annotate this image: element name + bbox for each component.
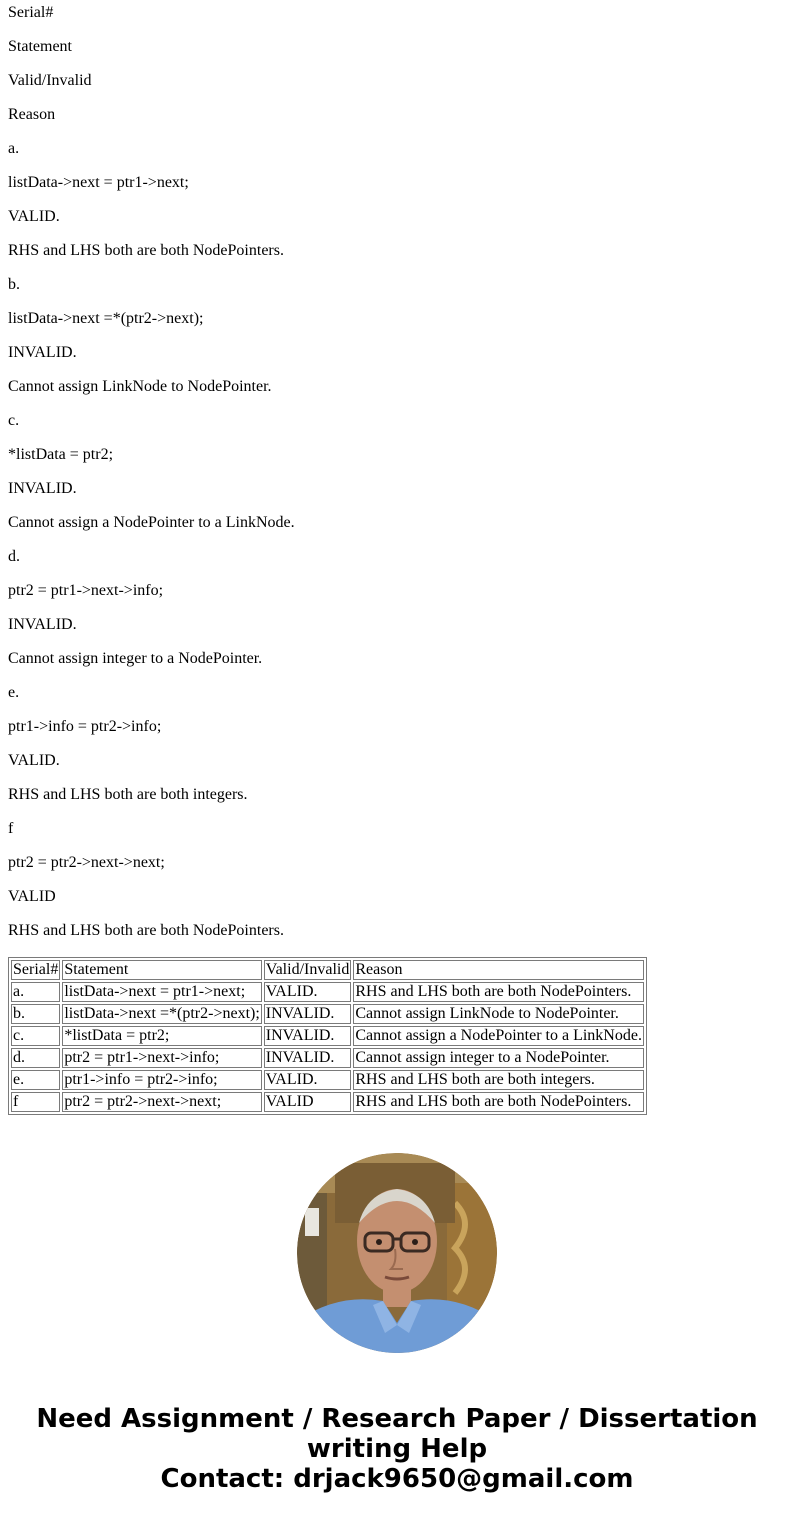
cell-validity: INVALID. <box>264 1048 352 1068</box>
paragraph-line: listData->next = ptr1->next; <box>8 174 189 191</box>
table-row <box>11 1092 644 1112</box>
table-row <box>11 1048 644 1068</box>
cell-reason: RHS and LHS both are both NodePointers. <box>353 1092 644 1112</box>
paragraph-line: *listData = ptr2; <box>8 446 114 463</box>
cell-reason: Cannot assign LinkNode to NodePointer. <box>353 1004 644 1024</box>
cell-serial: f <box>11 1092 60 1112</box>
table-row <box>11 982 644 1002</box>
paragraph-line: Statement <box>8 38 72 55</box>
paragraph-list <box>8 4 295 956</box>
cell-validity: INVALID. <box>264 1026 352 1046</box>
paragraph-line: f <box>8 820 14 837</box>
paragraph-line: INVALID. <box>8 480 77 497</box>
cell-reason: RHS and LHS both are both integers. <box>353 1070 644 1090</box>
paragraph-line: RHS and LHS both are both NodePointers. <box>8 922 284 939</box>
author-avatar <box>297 1153 497 1353</box>
cell-validity: VALID <box>264 1092 352 1112</box>
paragraph-line: Cannot assign LinkNode to NodePointer. <box>8 378 272 395</box>
header-valid-invalid: Valid/Invalid <box>265 961 350 978</box>
paragraph-line: Serial# <box>8 4 54 21</box>
cell-validity: INVALID. <box>264 1004 352 1024</box>
paragraph-line: VALID. <box>8 752 60 769</box>
cell-validity: VALID. <box>264 1070 352 1090</box>
cell-reason: Cannot assign a NodePointer to a LinkNode. <box>355 1027 642 1044</box>
cell-statement: listData->next = ptr1->next; <box>62 982 261 1002</box>
paragraph-line: VALID <box>8 888 56 905</box>
cell-reason: Cannot assign integer to a NodePointer. <box>353 1048 644 1068</box>
table-head <box>11 960 644 980</box>
cell-serial: e. <box>11 1070 60 1090</box>
paragraph-line: Reason <box>8 106 56 123</box>
validity-table <box>8 957 647 1115</box>
paragraph-line: a. <box>8 140 20 157</box>
header-reason: Reason <box>353 960 644 980</box>
table-row <box>11 1004 644 1024</box>
paragraph-line: VALID. <box>8 208 60 225</box>
paragraph-line: d. <box>8 548 20 565</box>
footer-line-2: writing Help <box>306 1434 488 1464</box>
paragraph-line: Cannot assign integer to a NodePointer. <box>8 650 263 667</box>
paragraph-line: e. <box>8 684 20 701</box>
header-statement: Statement <box>62 960 261 980</box>
cell-reason: RHS and LHS both are both NodePointers. <box>353 982 644 1002</box>
footer-contact: Contact: drjack9650@gmail.com <box>160 1464 634 1494</box>
paragraph-line: c. <box>8 412 20 429</box>
table-row <box>11 1026 644 1046</box>
cell-statement: listData->next =*(ptr2->next); <box>64 1005 260 1022</box>
paragraph-line: RHS and LHS both are both integers. <box>8 786 248 803</box>
footer-line-1: Need Assignment / Research Paper / Dissertation <box>36 1404 758 1434</box>
paragraph-line: ptr1->info = ptr2->info; <box>8 718 162 735</box>
header-serial: Serial# <box>13 961 59 978</box>
cell-serial: c. <box>11 1026 60 1046</box>
paragraph-line: Cannot assign a NodePointer to a LinkNode. <box>8 514 295 531</box>
paragraph-line: RHS and LHS both are both NodePointers. <box>8 242 284 259</box>
cell-statement: ptr1->info = ptr2->info; <box>62 1070 261 1090</box>
table-body <box>11 982 644 1112</box>
promo-footer <box>0 1404 794 1494</box>
cell-serial: b. <box>11 1004 60 1024</box>
cell-statement: ptr2 = ptr1->next->info; <box>62 1048 261 1068</box>
cell-statement: *listData = ptr2; <box>62 1026 261 1046</box>
cell-statement: ptr2 = ptr2->next->next; <box>62 1092 261 1112</box>
table-row <box>11 1070 644 1090</box>
paragraph-line: INVALID. <box>8 344 77 361</box>
paragraph-line: b. <box>8 276 20 293</box>
paragraph-line: ptr2 = ptr1->next->info; <box>8 582 164 599</box>
table-header-row <box>11 960 644 980</box>
paragraph-line: listData->next =*(ptr2->next); <box>8 310 204 327</box>
cell-serial: d. <box>11 1048 60 1068</box>
cell-validity: VALID. <box>264 982 352 1002</box>
paragraph-line: INVALID. <box>8 616 77 633</box>
paragraph-line: ptr2 = ptr2->next->next; <box>8 854 165 871</box>
paragraph-line: Valid/Invalid <box>8 72 92 89</box>
portrait-image <box>297 1153 497 1353</box>
cell-serial: a. <box>11 982 60 1002</box>
